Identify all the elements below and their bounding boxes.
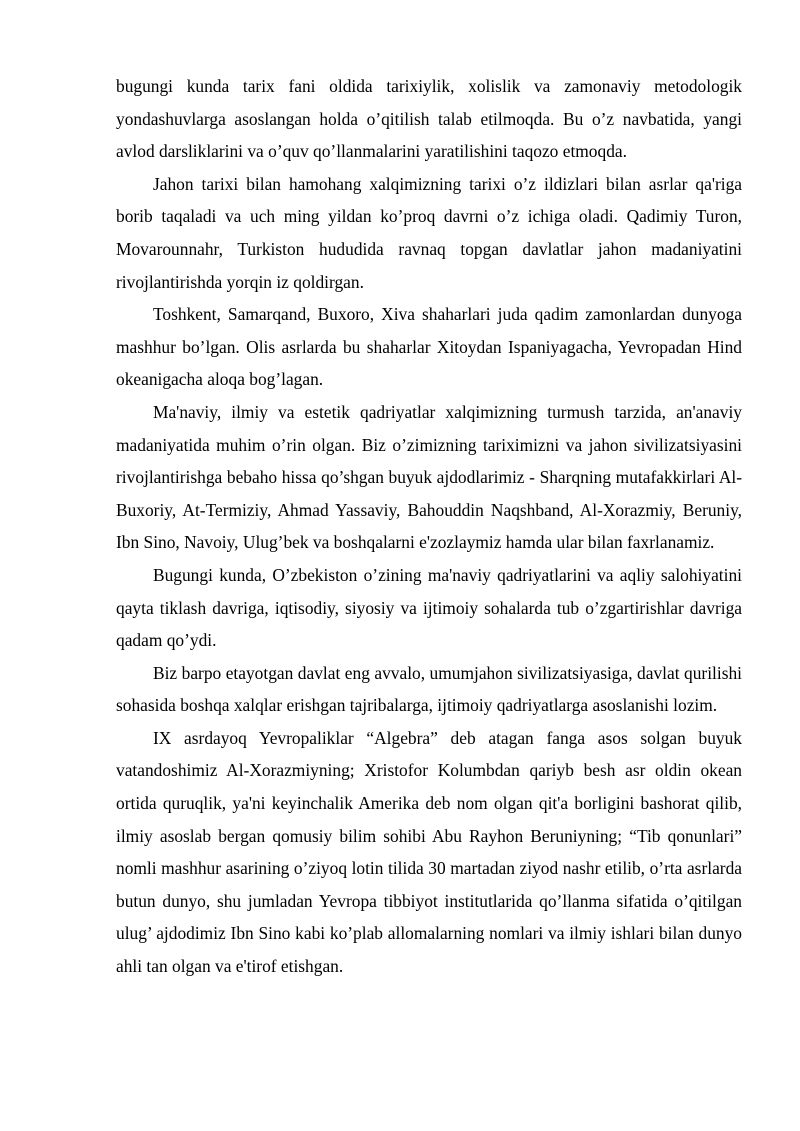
paragraph-world-history: Jahon tarixi bilan hamohang xalqimizning tarixi o’z ildizlari bilan asrlar qa'riga borib taqaladi va uch ming yildan ko’proq davrni o’z ichiga oladi. Qadimiy Turon, Movarounnahr, Turkiston hududida ravnaq topgan davlatlar jahon madaniyatini rivojlantirishda yorqin iz qoldirgan. [116, 173, 742, 292]
paragraph-continuation: bugungi kunda tarix fani oldida tarixiylik, xolislik va zamonaviy metodologik yondashuvlarga asoslangan holda o’qitilish talab etilmoqda. Bu o’z navbatida, yangi avlod darsliklarini va o’quv qo’llanmalarini yaratilishini taqozo etmoqda. [116, 76, 742, 162]
paragraph-uzbekistan-today: Bugungi kunda, O’zbekiston o’zining ma'naviy qadriyatlarini va aqliy salohiyatini qayta tiklash davriga, iqtisodiy, siyosiy va ijtimoiy sohalarda tub o’zgartirishlar davriga qadam qo’ydi. [116, 564, 742, 651]
paragraph-scholars: IX asrdayoq Yevropaliklar “Algebra” deb atagan fanga asos solgan buyuk vatandoshimiz Al-Xorazmiyning; Xristofor Kolumbdan qariyb besh asr oldin okean ortida quruqlik, ya'ni keyinchalik Amerika deb nom olgan qit'a borligini bashorat qilib, ilmiy asoslab bergan qomusiy bilim sohibi Abu Rayhon Beruniyning; “Tib qonunlari” nomli mashhur asarining o’ziyoq lotin tilida 30 martadan ziyod nashr etilib, o’rta asrlarda butun dunyo, shu jumladan Yevropa tibbiyot institutlarida qo’llanma sifatida o’qitilgan ulug’ ajdodimiz Ibn Sino kabi ko’plab allomalarning nomlari va ilmiy ishlari bilan dunyo ahli tan olgan va e'tirof etishgan. [116, 727, 742, 977]
paragraph-ancient-cities: Toshkent, Samarqand, Buxoro, Xiva shaharlari juda qadim zamonlardan dunyoga mashhur bo’lgan. Olis asrlarda bu shaharlar Xitoydan Ispaniyagacha, Yevropadan Hind okeanigacha aloqa bog’lagan. [116, 304, 742, 390]
document-page [116, 70, 742, 983]
paragraph-state-building: Biz barpo etayotgan davlat eng avvalo, umumjahon sivilizatsiyasiga, davlat qurilishi sohasida boshqa xalqlar erishgan tajribalarga, ijtimoiy qadriyatlarga asoslanishi lozim. [116, 662, 742, 716]
paragraph-spiritual-values: Ma'naviy, ilmiy va estetik qadriyatlar xalqimizning turmush tarzida, an'anaviy madaniyatida muhim o’rin olgan. Biz o’zimizning tariximizni va jahon sivilizatsiyasini rivojlantirishga bebaho hissa qo’shgan buyuk ajdodlarimiz - Sharqning mutafakkirlari Al-Buxoriy, At-Termiziy, Ahmad Yassaviy, Bahouddin Naqshband, Al-Xorazmiy, Beruniy, Ibn Sino, Navoiy, Ulug’bek va boshqalarni e'zozlaymiz hamda ular bilan faxrlanamiz. [116, 401, 742, 553]
